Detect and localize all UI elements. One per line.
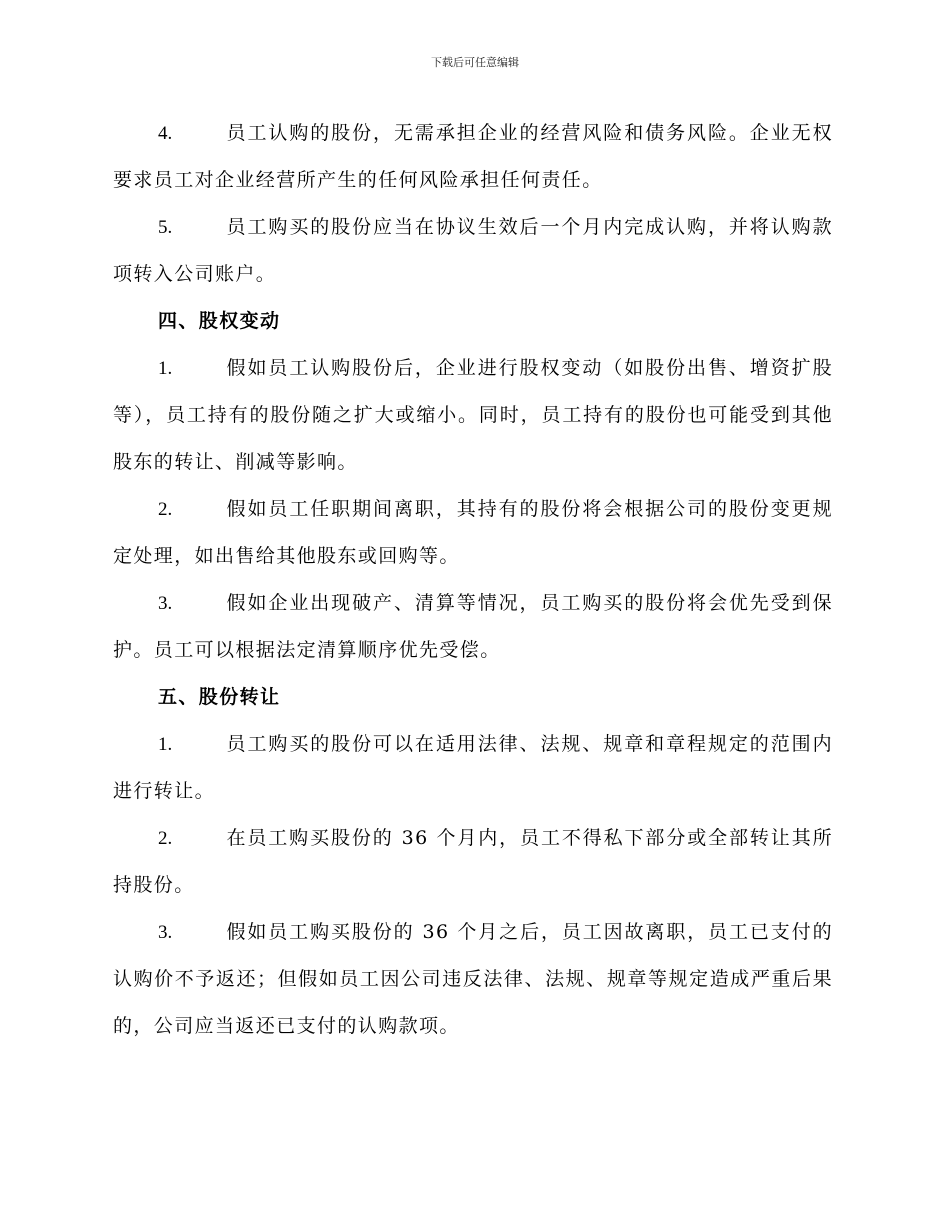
clause-text: 员工认购的股份，无需承担企业的经营风险和债务风险。企业无权要求员工对企业经营所产生的任何风险承担任何责任。 [113,122,833,191]
clause-5-2 [113,815,833,909]
clause-3-4 [113,110,833,204]
clause-text: 假如员工购买股份的 36 个月之后，员工因故离职，员工已支付的认购价不予返还；但假如员工因公司违反法律、法规、规章等规定造成严重后果的，公司应当返还已支付的认购款项。 [113,921,833,1037]
clause-text: 假如企业出现破产、清算等情况，员工购买的股份将会优先受到保护。员工可以根据法定清算顺序优先受偿。 [113,592,833,661]
clause-5-1 [113,721,833,815]
clause-4-1 [113,345,833,486]
clause-number: 2. [158,828,173,849]
clause-5-3 [113,909,833,1050]
section-heading-share-transfer: 五、股份转让 [158,686,281,708]
clause-text: 假如员工认购股份后，企业进行股权变动（如股份出售、增资扩股等），员工持有的股份随之扩大或缩小。同时，员工持有的股份也可能受到其他股东的转让、削减等影响。 [113,357,833,473]
clause-3-5 [113,204,833,298]
clause-text: 假如员工任职期间离职，其持有的股份将会根据公司的股份变更规定处理，如出售给其他股东或回购等。 [113,498,833,567]
page-header-note: 下载后可任意编辑 [431,56,519,69]
document-body [113,110,833,1050]
clause-4-2 [113,486,833,580]
clause-text: 在员工购买股份的 36 个月内，员工不得私下部分或全部转让其所持股份。 [113,827,833,896]
clause-text: 员工购买的股份可以在适用法律、法规、规章和章程规定的范围内进行转让。 [113,733,833,802]
clause-4-3 [113,580,833,674]
clause-text: 员工购买的股份应当在协议生效后一个月内完成认购，并将认购款项转入公司账户。 [113,216,833,285]
clause-number: 5. [158,217,173,238]
clause-number: 3. [158,922,173,943]
clause-number: 3. [158,593,173,614]
clause-number: 4. [158,123,173,144]
clause-number: 1. [158,358,173,379]
clause-number: 1. [158,734,173,755]
clause-number: 2. [158,499,173,520]
section-heading-equity-change: 四、股权变动 [158,310,281,332]
